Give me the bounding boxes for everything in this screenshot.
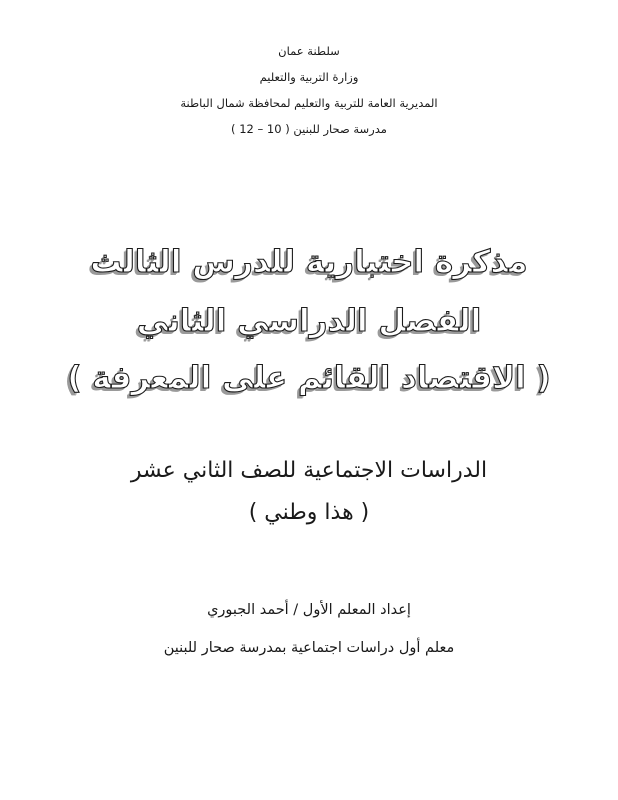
book-title: ( هذا وطني ): [248, 500, 370, 525]
author-prepared-by: إعداد المعلم الأول / أحمد الجبوري: [207, 602, 411, 618]
header-country: سلطنة عمان: [278, 44, 340, 58]
header-ministry: وزارة التربية والتعليم: [259, 70, 359, 84]
subject-title: الدراسات الاجتماعية للصف الثاني عشر: [130, 458, 488, 483]
author-role: معلم أول دراسات اجتماعية بمدرسة صحار للبنين: [163, 640, 455, 656]
title-line-3: ( الاقتصاد القائم على المعرفة ): [67, 360, 551, 396]
title-line-2: الفصل الدراسي الثاني: [136, 303, 482, 339]
title-line-1: مذكرة اختبارية للدرس الثالث: [90, 244, 528, 280]
header-school: مدرسة صحار للبنين ( 10 – 12 ): [231, 122, 387, 136]
header-directorate: المديرية العامة للتربية والتعليم لمحافظة شمال الباطنة: [180, 96, 438, 110]
